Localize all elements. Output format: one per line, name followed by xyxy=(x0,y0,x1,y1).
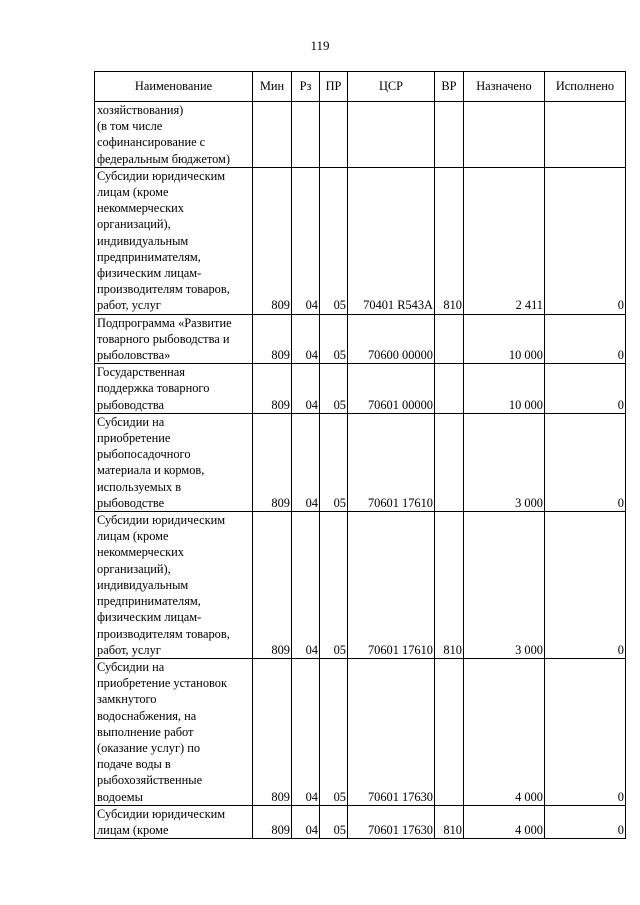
cell-executed: 0 xyxy=(545,314,626,364)
page-number: 119 xyxy=(310,38,330,53)
cell-pr: 05 xyxy=(320,658,348,805)
column-header-pr: ПР xyxy=(320,72,348,102)
name-line: используемых в xyxy=(97,479,182,494)
cell-csr: 70601 17630 xyxy=(348,658,435,805)
cell-rz: 04 xyxy=(292,314,320,364)
cell-rz: 04 xyxy=(292,413,320,511)
cell-assigned: 3 000 xyxy=(464,413,545,511)
cell-name xyxy=(95,314,253,364)
cell-vr xyxy=(435,658,464,805)
name-line: Субсидии юридическим xyxy=(97,513,226,528)
name-line: Субсидии на xyxy=(97,414,165,429)
name-line: рыболовства» xyxy=(97,348,171,363)
cell-csr: 70601 17610 xyxy=(348,512,435,659)
cell-assigned: 2 411 xyxy=(464,167,545,314)
name-line: приобретение xyxy=(97,431,171,446)
cell-min: 809 xyxy=(253,167,292,314)
name-line: лицам (кроме xyxy=(97,185,169,200)
cell-min: 809 xyxy=(253,658,292,805)
cell-min: 809 xyxy=(253,364,292,414)
cell-csr: 70601 17630 xyxy=(348,805,435,838)
name-line: федеральным бюджетом) xyxy=(97,151,231,166)
column-header-name: Наименование xyxy=(95,72,253,102)
cell-rz: 04 xyxy=(292,512,320,659)
cell-assigned: 3 000 xyxy=(464,512,545,659)
name-line: производителям товаров, xyxy=(97,282,230,297)
name-line: рыбоводства xyxy=(97,397,165,412)
cell-rz: 04 xyxy=(292,167,320,314)
name-line: Подпрограмма «Развитие xyxy=(97,315,232,330)
cell-csr: 70600 00000 xyxy=(348,314,435,364)
name-line: лицам (кроме xyxy=(97,822,169,837)
cell-executed: 0 xyxy=(545,805,626,838)
name-line: работ, услуг xyxy=(97,298,161,313)
column-header-executed: Исполнено xyxy=(545,72,626,102)
cell-assigned xyxy=(464,102,545,168)
name-line: предпринимателям, xyxy=(97,249,201,264)
cell-min: 809 xyxy=(253,805,292,838)
table-row xyxy=(95,167,626,314)
cell-pr: 05 xyxy=(320,167,348,314)
name-line: лицам (кроме xyxy=(97,529,169,544)
cell-rz: 04 xyxy=(292,805,320,838)
cell-rz: 04 xyxy=(292,658,320,805)
cell-vr xyxy=(435,364,464,414)
cell-pr: 05 xyxy=(320,314,348,364)
table-row xyxy=(95,512,626,659)
name-line: материала и кормов, xyxy=(97,463,205,478)
name-line: приобретение установок xyxy=(97,676,227,691)
cell-rz: 04 xyxy=(292,364,320,414)
cell-executed: 0 xyxy=(545,413,626,511)
column-header-vr: ВР xyxy=(435,72,464,102)
budget-table xyxy=(94,71,626,839)
cell-rz xyxy=(292,102,320,168)
table-row xyxy=(95,364,626,414)
cell-vr: 810 xyxy=(435,512,464,659)
cell-pr: 05 xyxy=(320,512,348,659)
name-line: индивидуальным xyxy=(97,577,189,592)
name-line: организаций), xyxy=(97,561,171,576)
name-line: выполнение работ xyxy=(97,724,194,739)
table-row xyxy=(95,102,626,168)
cell-csr: 70601 17610 xyxy=(348,413,435,511)
cell-name xyxy=(95,805,253,838)
cell-min: 809 xyxy=(253,314,292,364)
name-line: Субсидии юридическим xyxy=(97,168,226,183)
name-line: подаче воды в xyxy=(97,757,171,772)
cell-vr xyxy=(435,314,464,364)
name-line: некоммерческих xyxy=(97,545,184,560)
name-line: производителям товаров, xyxy=(97,626,230,641)
name-line: физическим лицам- xyxy=(97,610,202,625)
name-line: Государственная xyxy=(97,365,185,380)
table-row xyxy=(95,413,626,511)
name-line: поддержка товарного xyxy=(97,381,210,396)
cell-min: 809 xyxy=(253,512,292,659)
cell-executed xyxy=(545,102,626,168)
cell-name xyxy=(95,102,253,168)
cell-name xyxy=(95,658,253,805)
cell-name xyxy=(95,413,253,511)
column-header-min: Мин xyxy=(253,72,292,102)
name-line: предпринимателям, xyxy=(97,594,201,609)
name-line: физическим лицам- xyxy=(97,266,202,281)
table-row xyxy=(95,314,626,364)
name-line: рыбохозяйственные xyxy=(97,773,203,788)
name-line: работ, услуг xyxy=(97,642,161,657)
column-header-rz: Рз xyxy=(292,72,320,102)
cell-name xyxy=(95,167,253,314)
cell-name xyxy=(95,512,253,659)
cell-executed: 0 xyxy=(545,167,626,314)
table-row xyxy=(95,658,626,805)
name-line: Субсидии на xyxy=(97,659,165,674)
cell-pr: 05 xyxy=(320,364,348,414)
cell-executed: 0 xyxy=(545,658,626,805)
cell-vr xyxy=(435,413,464,511)
name-line: рыбопосадочного xyxy=(97,447,191,462)
cell-pr: 05 xyxy=(320,805,348,838)
column-header-assigned: Назначено xyxy=(464,72,545,102)
cell-min xyxy=(253,102,292,168)
column-header-csr: ЦСР xyxy=(348,72,435,102)
name-line: рыбоводстве xyxy=(97,495,165,510)
name-line: организаций), xyxy=(97,217,171,232)
table-header-row xyxy=(95,72,626,102)
cell-csr: 70601 00000 xyxy=(348,364,435,414)
cell-vr xyxy=(435,102,464,168)
cell-name xyxy=(95,364,253,414)
cell-min: 809 xyxy=(253,413,292,511)
name-line: (оказание услуг) по xyxy=(97,740,201,755)
cell-assigned: 10 000 xyxy=(464,364,545,414)
cell-csr: 70401 R543A xyxy=(348,167,435,314)
name-line: софинансирование с xyxy=(97,135,206,150)
name-line: индивидуальным xyxy=(97,233,189,248)
cell-vr: 810 xyxy=(435,805,464,838)
cell-pr: 05 xyxy=(320,413,348,511)
cell-csr xyxy=(348,102,435,168)
cell-vr: 810 xyxy=(435,167,464,314)
name-line: товарного рыбоводства и xyxy=(97,331,230,346)
cell-assigned: 4 000 xyxy=(464,658,545,805)
table-row xyxy=(95,805,626,838)
cell-assigned: 10 000 xyxy=(464,314,545,364)
name-line: водоемы xyxy=(97,789,143,804)
name-line: хозяйствования) xyxy=(97,103,184,117)
cell-pr xyxy=(320,102,348,168)
name-line: Субсидии юридическим xyxy=(97,806,226,821)
table-body xyxy=(95,102,626,839)
name-line: (в том числе xyxy=(97,119,163,134)
cell-executed: 0 xyxy=(545,512,626,659)
name-line: некоммерческих xyxy=(97,201,184,216)
cell-assigned: 4 000 xyxy=(464,805,545,838)
name-line: замкнутого xyxy=(97,692,157,707)
cell-executed: 0 xyxy=(545,364,626,414)
name-line: водоснабжения, на xyxy=(97,708,197,723)
